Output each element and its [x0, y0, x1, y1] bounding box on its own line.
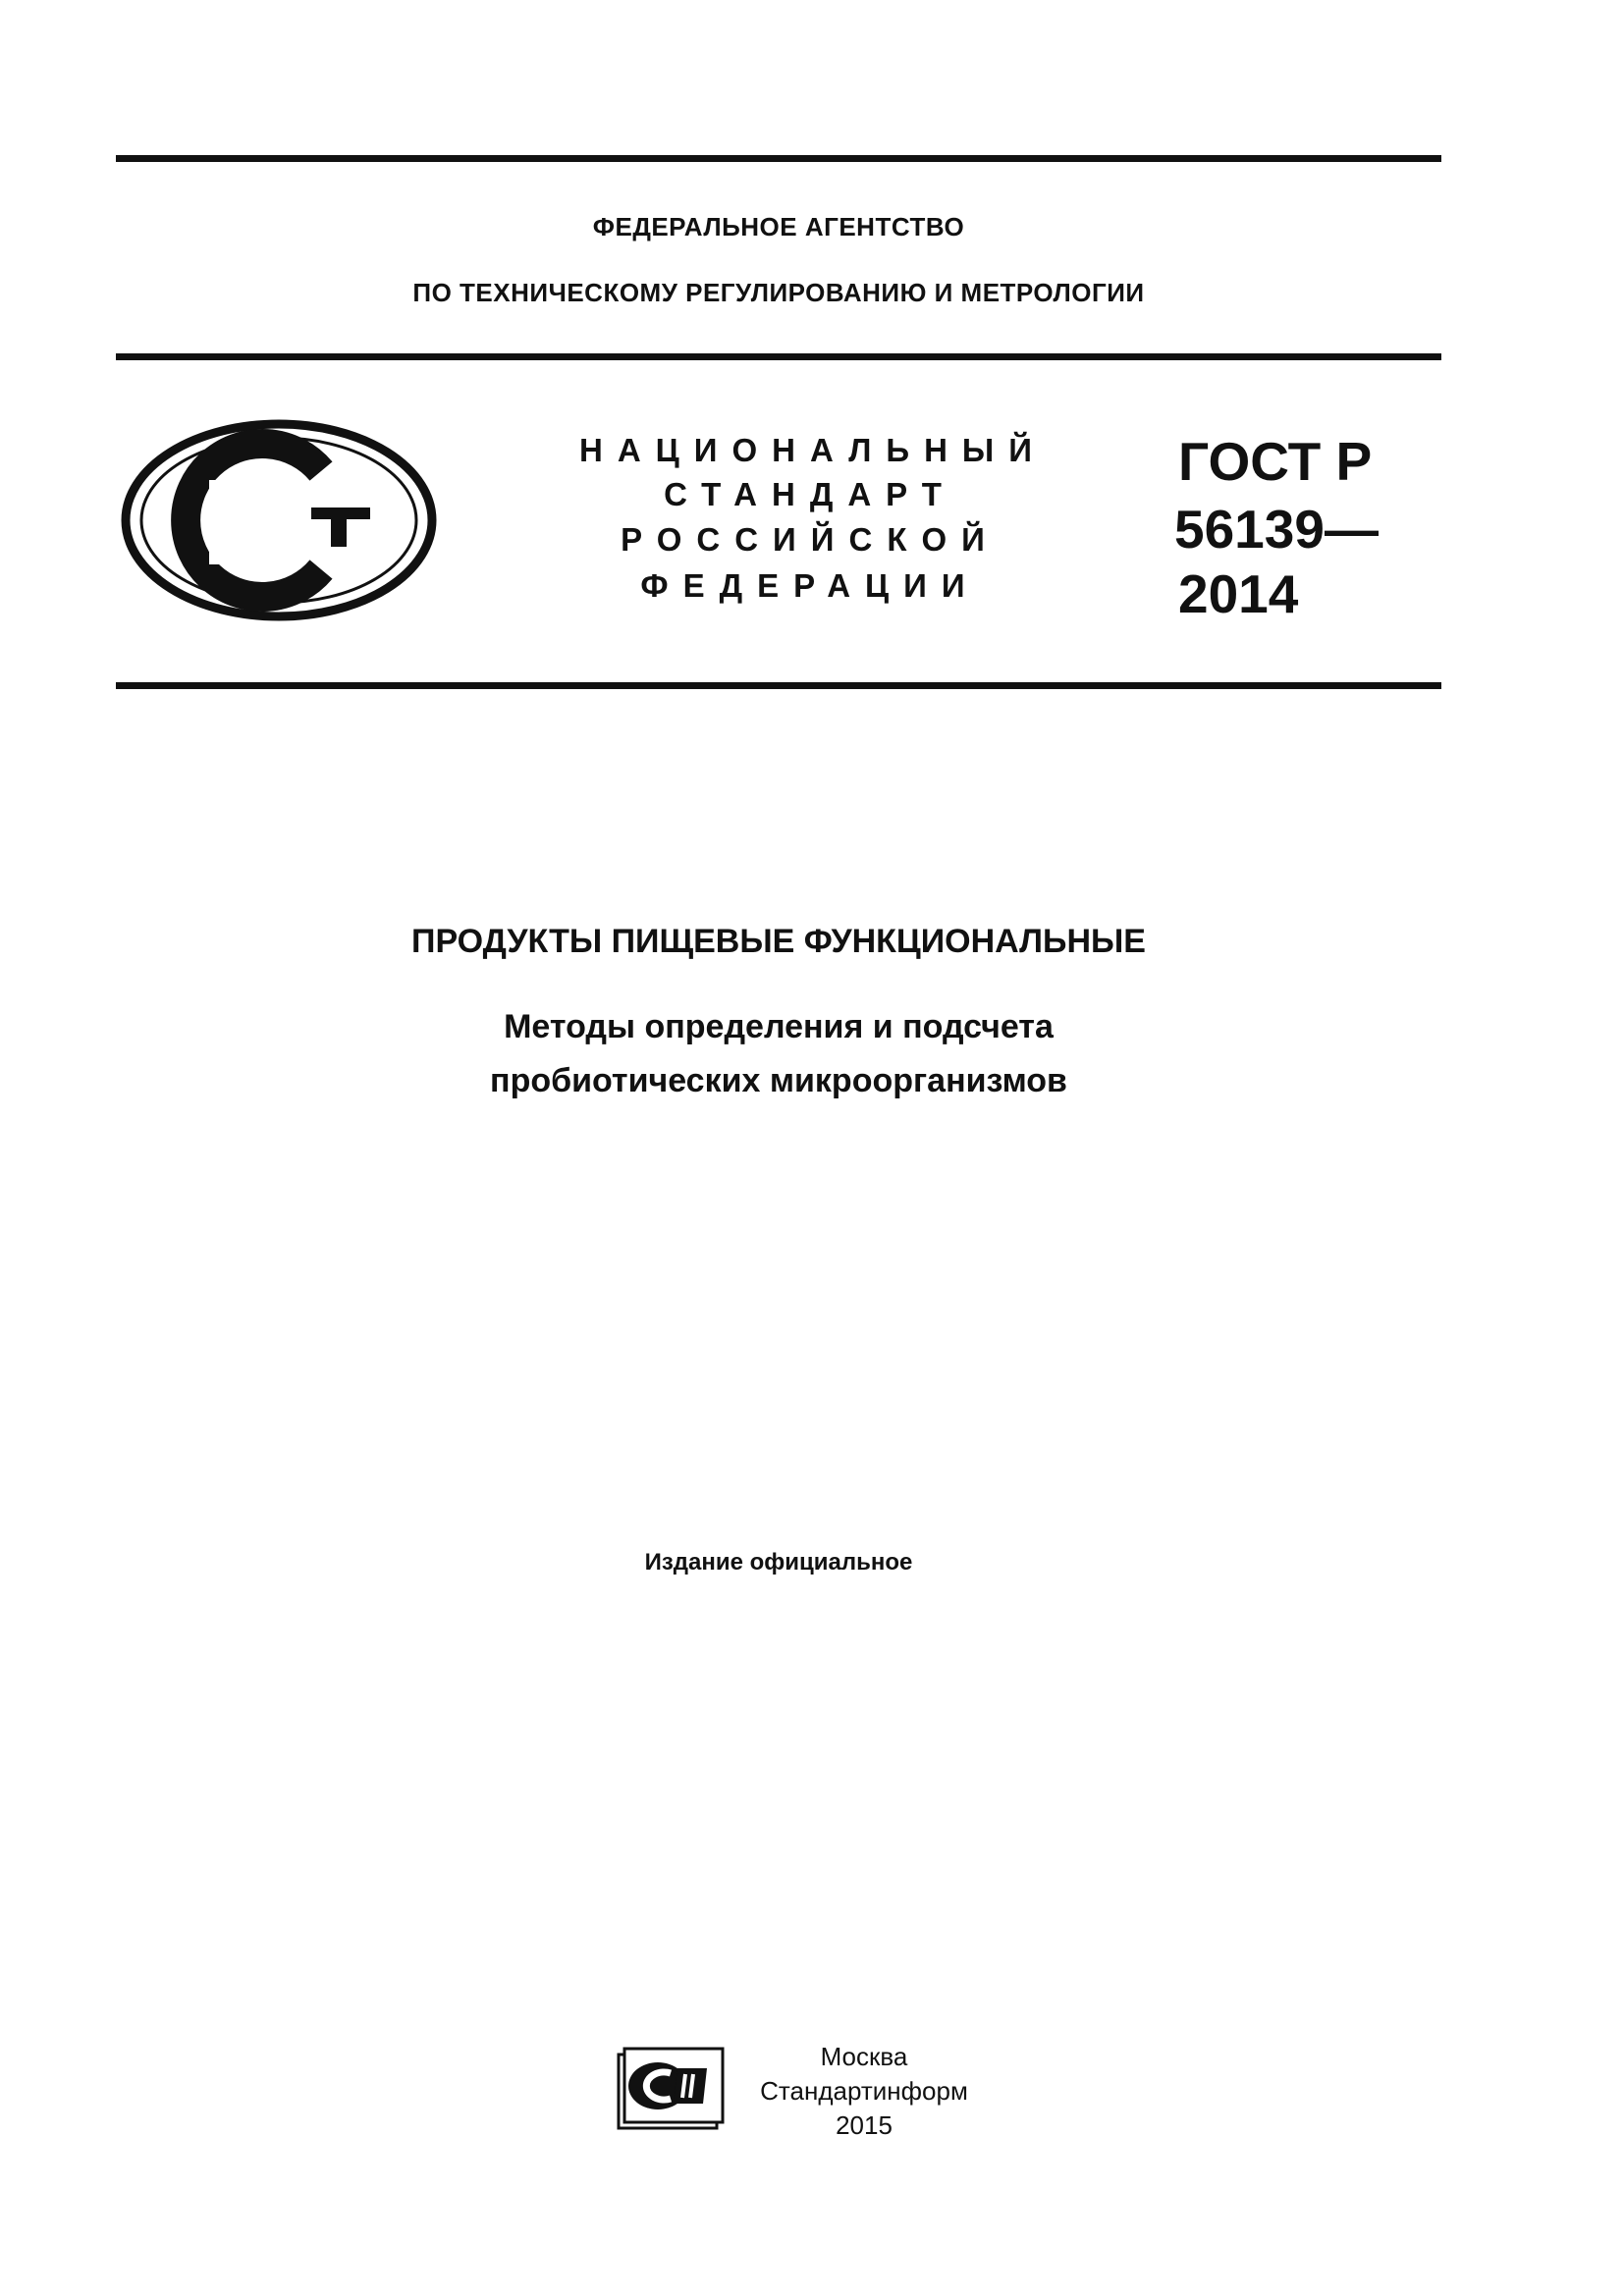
standard-type-line4: ФЕДЕРАЦИИ — [640, 567, 980, 604]
rst-logo-icon — [120, 417, 439, 623]
standard-type-line3: РОССИЙСКОЙ — [621, 521, 1000, 558]
imprint-city: Москва — [820, 2042, 908, 2071]
document-subtitle-line2: пробиотических микроорганизмов — [490, 1062, 1067, 1099]
header-bottom-rule — [116, 682, 1441, 689]
gost-year: 2014 — [1178, 563, 1299, 624]
edition-note: Издание официальное — [644, 1549, 913, 1575]
agency-name-line1: ФЕДЕРАЛЬНОЕ АГЕНТСТВО — [592, 212, 965, 241]
document-subtitle-line1: Методы определения и подсчета — [504, 1008, 1054, 1045]
standard-type-line1: НАЦИОНАЛЬНЫЙ — [579, 432, 1047, 468]
agency-name-line2: ПО ТЕХНИЧЕСКОМУ РЕГУЛИРОВАНИЮ И МЕТРОЛОГИИ — [412, 278, 1145, 307]
document-title: ПРОДУКТЫ ПИЩЕВЫЕ ФУНКЦИОНАЛЬНЫЕ — [411, 923, 1146, 960]
standartinform-logo-icon — [617, 2047, 727, 2130]
top-rule — [116, 155, 1441, 162]
gost-code: ГОСТ Р — [1178, 431, 1373, 492]
standard-type-line2: СТАНДАРТ — [664, 476, 956, 512]
header-divider-rule — [116, 353, 1441, 360]
gost-number: 56139— — [1174, 499, 1379, 560]
imprint-publisher: Стандартинформ — [760, 2076, 968, 2106]
imprint-year: 2015 — [836, 2110, 893, 2140]
